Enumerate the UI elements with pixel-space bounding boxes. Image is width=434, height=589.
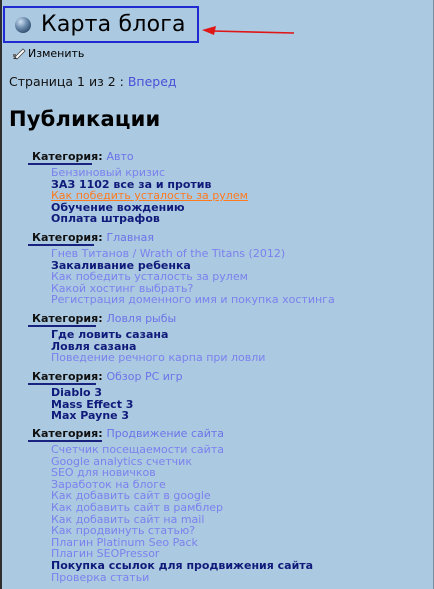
post-link[interactable]: Проверка статьи <box>51 570 150 584</box>
window-left-border <box>0 0 2 589</box>
page-title: Карта блога <box>41 12 186 37</box>
post-link[interactable]: Google analytics счетчик <box>51 454 192 468</box>
edit-link[interactable] <box>12 46 84 60</box>
post-link[interactable]: SEO для новичков <box>51 466 156 480</box>
pagination-text: Страница 1 из 2 : <box>9 74 124 89</box>
post-link[interactable]: Счетчик посещаемости сайта <box>51 443 224 456</box>
category-link[interactable]: Авто <box>106 150 134 163</box>
pencil-icon <box>12 46 26 60</box>
post-link[interactable]: Бензиновый кризис <box>51 166 166 179</box>
post-link[interactable]: Плагин SEOPressor <box>51 547 160 561</box>
post-link[interactable]: Обучение вождению <box>51 200 185 214</box>
pagination <box>9 74 177 89</box>
post-link[interactable]: Где ловить сазана <box>51 328 169 341</box>
post-link[interactable]: Max Payne 3 <box>51 409 130 423</box>
category-label: Категория: <box>32 150 107 163</box>
category-link[interactable]: Ловля рыбы <box>106 312 177 325</box>
post-link[interactable]: Поведение речного карпа при ловли <box>51 351 266 365</box>
category-underline-annotation <box>28 440 102 442</box>
category-label: Категория: <box>32 370 107 383</box>
category-heading <box>32 427 224 440</box>
category-underline-annotation <box>28 325 96 327</box>
post-link[interactable]: ЗАЗ 1102 все за и против <box>51 177 212 191</box>
post-link[interactable]: Закаливание ребенка <box>51 258 191 272</box>
post-link[interactable]: Плагин Platinum Seo Pack <box>51 535 198 549</box>
post-link[interactable]: Заработок на блоге <box>51 477 166 491</box>
category-underline-annotation <box>28 383 96 385</box>
post-link[interactable]: Покупка ссылок для продвижения сайта <box>51 559 314 572</box>
category-label: Категория: <box>32 427 107 440</box>
edit-link-label: Изменить <box>28 46 85 60</box>
category-heading <box>32 312 176 325</box>
globe-icon <box>15 17 31 33</box>
category-heading <box>32 370 183 383</box>
post-link[interactable]: Как продвинуть статью? <box>51 524 196 538</box>
post-link[interactable]: Ловля сазана <box>51 339 137 353</box>
post-link[interactable]: Какой хостинг выбрать? <box>51 281 194 295</box>
category-heading <box>32 150 134 163</box>
post-link[interactable]: Оплата штрафов <box>51 212 160 226</box>
red-arrow-annotation <box>200 24 296 40</box>
section-heading: Публикации <box>9 107 161 131</box>
post-link[interactable]: Mass Effect 3 <box>51 397 134 411</box>
page-title-highlight <box>3 6 199 43</box>
category-label: Категория: <box>32 231 107 244</box>
category-heading <box>32 231 154 244</box>
post-link[interactable]: Регистрация доменного имя и покупка хостинга <box>51 293 335 307</box>
category-link[interactable]: Продвижение сайта <box>106 427 225 440</box>
post-link[interactable]: Diablo 3 <box>51 386 103 399</box>
category-underline-annotation <box>28 244 94 246</box>
category-underline-annotation <box>28 163 92 165</box>
next-page-link[interactable]: Вперед <box>127 74 177 89</box>
post-link[interactable]: Гнев Титанов / Wrath of the Titans (2012) <box>51 247 286 260</box>
post-link[interactable]: Как добавить сайт в google <box>51 489 211 503</box>
category-link[interactable]: Обзор PC игр <box>106 370 183 383</box>
post-link[interactable]: Как добавить сайт на mail <box>51 512 205 526</box>
post-link[interactable]: Как добавить сайт в рамблер <box>51 501 223 514</box>
post-link[interactable]: Как победить усталость за рулем <box>51 270 248 284</box>
category-link[interactable]: Главная <box>106 231 154 244</box>
category-label: Категория: <box>32 312 107 325</box>
post-link[interactable]: Как победить усталость за рулем <box>51 189 248 203</box>
